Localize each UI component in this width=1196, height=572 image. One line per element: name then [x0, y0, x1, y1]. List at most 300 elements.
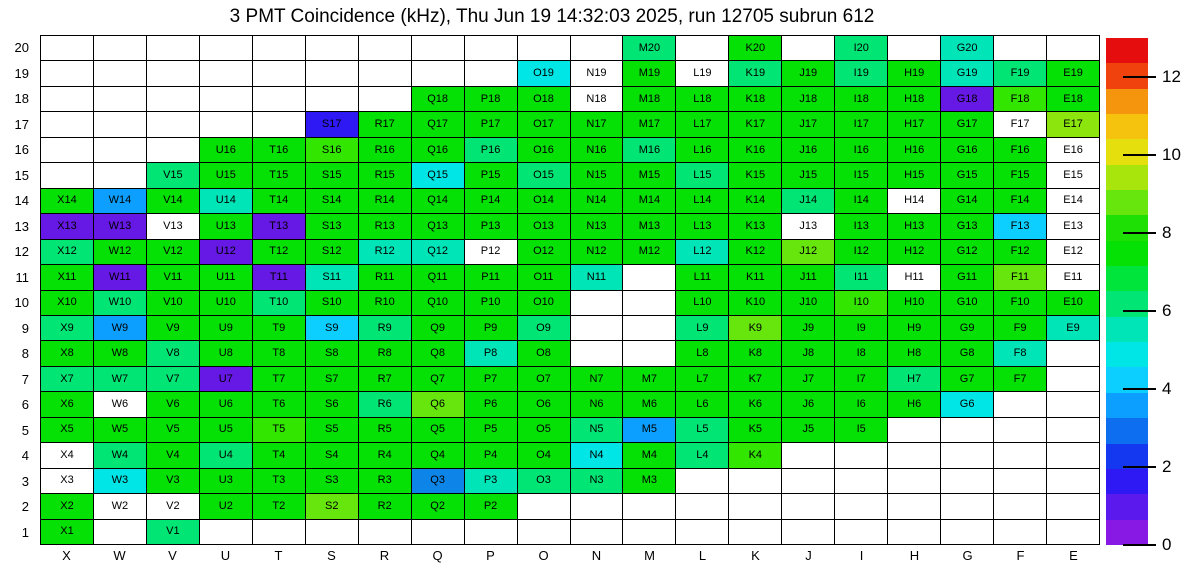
heatmap-cell: H6	[888, 392, 941, 417]
column-label: U	[220, 548, 231, 563]
heatmap-cell: H17	[888, 112, 941, 137]
colorbar-tick-label: 4	[1162, 379, 1172, 398]
x-axis-column-labels	[40, 548, 1100, 566]
heatmap-cell: J6	[782, 392, 835, 417]
heatmap-cell-empty	[306, 36, 359, 61]
colorbar-band	[1106, 317, 1148, 342]
heatmap-cell: U15	[200, 163, 253, 188]
heatmap-cell: G10	[941, 291, 994, 316]
heatmap-cell: U10	[200, 291, 253, 316]
heatmap-cell: Q6	[412, 392, 465, 417]
heatmap-cell: L5	[676, 418, 729, 443]
row-label: 17	[14, 116, 29, 132]
heatmap-cell: T16	[253, 138, 306, 163]
heatmap-cell: T5	[253, 418, 306, 443]
heatmap-cell: V8	[147, 341, 200, 366]
column-label: R	[379, 548, 390, 563]
heatmap-cell: L7	[676, 367, 729, 392]
heatmap-cell-empty	[465, 61, 518, 86]
row-label: 5	[21, 422, 29, 438]
heatmap-cell: G14	[941, 189, 994, 214]
heatmap-cell: O18	[518, 87, 571, 112]
column-label: G	[962, 548, 973, 563]
heatmap-cell-empty	[994, 443, 1047, 468]
heatmap-cell-empty	[888, 36, 941, 61]
heatmap-cell: R16	[359, 138, 412, 163]
heatmap-cell-empty	[412, 36, 465, 61]
heatmap-cell: K4	[729, 443, 782, 468]
heatmap-cell: E12	[1047, 240, 1100, 265]
heatmap-cell-empty	[782, 36, 835, 61]
heatmap-cell: F8	[994, 341, 1047, 366]
heatmap-cell-empty	[1047, 520, 1100, 545]
heatmap-cell: M14	[623, 189, 676, 214]
heatmap-cell-empty	[518, 520, 571, 545]
heatmap-cell: R12	[359, 240, 412, 265]
colorbar-band	[1106, 342, 1148, 367]
heatmap-cell: T7	[253, 367, 306, 392]
heatmap-cell: L4	[676, 443, 729, 468]
heatmap-cell: I10	[835, 291, 888, 316]
heatmap-cell: Q7	[412, 367, 465, 392]
heatmap-cell: L17	[676, 112, 729, 137]
heatmap-cell: J19	[782, 61, 835, 86]
heatmap-cell: R4	[359, 443, 412, 468]
column-label: M	[644, 548, 655, 563]
heatmap-cell: I14	[835, 189, 888, 214]
heatmap-cell: N11	[571, 265, 624, 290]
heatmap-cell-empty	[147, 61, 200, 86]
heatmap-cell: T4	[253, 443, 306, 468]
heatmap-cell: G8	[941, 341, 994, 366]
row-label: 12	[14, 244, 29, 260]
row-label: 8	[21, 346, 29, 362]
heatmap-cell: P6	[465, 392, 518, 417]
heatmap-cell-empty	[412, 61, 465, 86]
heatmap-cell: V9	[147, 316, 200, 341]
heatmap-cell: H7	[888, 367, 941, 392]
heatmap-cell: E11	[1047, 265, 1100, 290]
heatmap-cell-empty	[941, 494, 994, 519]
column-label: Q	[432, 548, 443, 563]
heatmap-cell: I8	[835, 341, 888, 366]
heatmap-cell: K9	[729, 316, 782, 341]
heatmap-cell: W5	[94, 418, 147, 443]
heatmap-cell: T6	[253, 392, 306, 417]
heatmap-cell: X13	[41, 214, 94, 239]
heatmap-cell: X12	[41, 240, 94, 265]
heatmap-cell: L18	[676, 87, 729, 112]
heatmap-cell: L9	[676, 316, 729, 341]
heatmap-cell: K14	[729, 189, 782, 214]
heatmap-cell-empty	[41, 61, 94, 86]
heatmap-cell: M5	[623, 418, 676, 443]
heatmap-cell-empty	[994, 520, 1047, 545]
colorbar-tick-label: 0	[1162, 535, 1172, 554]
heatmap-cell: G20	[941, 36, 994, 61]
column-label: H	[909, 548, 920, 563]
heatmap-cell: S7	[306, 367, 359, 392]
heatmap-cell: G15	[941, 163, 994, 188]
heatmap-cell: O4	[518, 443, 571, 468]
heatmap-cell: F12	[994, 240, 1047, 265]
column-label: J	[805, 548, 812, 563]
heatmap-cell-empty	[623, 341, 676, 366]
heatmap-cell-empty	[676, 494, 729, 519]
colorbar-tick-label: 8	[1162, 223, 1172, 242]
heatmap-cell-empty	[676, 36, 729, 61]
heatmap-cell: O16	[518, 138, 571, 163]
heatmap-cell: H16	[888, 138, 941, 163]
heatmap-cell: W11	[94, 265, 147, 290]
heatmap-cell: R13	[359, 214, 412, 239]
heatmap-cell: K12	[729, 240, 782, 265]
colorbar-band	[1106, 291, 1148, 316]
heatmap-cell: P4	[465, 443, 518, 468]
heatmap-cell-empty	[1047, 392, 1100, 417]
row-label: 11	[15, 269, 29, 285]
heatmap-cell-empty	[571, 291, 624, 316]
heatmap-cell: O6	[518, 392, 571, 417]
heatmap-cell-empty	[888, 520, 941, 545]
heatmap-cell-empty	[571, 520, 624, 545]
heatmap-cell-empty	[41, 163, 94, 188]
column-label: I	[859, 548, 864, 563]
heatmap-cell: E18	[1047, 87, 1100, 112]
heatmap-cell-empty	[782, 469, 835, 494]
heatmap-cell: L6	[676, 392, 729, 417]
column-label: F	[1016, 548, 1025, 563]
heatmap-cell: J8	[782, 341, 835, 366]
heatmap-cell-empty	[782, 520, 835, 545]
heatmap-cell: U14	[200, 189, 253, 214]
heatmap-cell-empty	[623, 265, 676, 290]
colorbar-band	[1106, 215, 1148, 240]
row-label: 19	[14, 65, 29, 81]
heatmap-cell: O7	[518, 367, 571, 392]
heatmap-cell-empty	[941, 520, 994, 545]
heatmap-cell: L16	[676, 138, 729, 163]
heatmap-cell: T12	[253, 240, 306, 265]
heatmap-cell-empty	[1047, 494, 1100, 519]
heatmap-cell-empty	[941, 469, 994, 494]
heatmap-cell: O8	[518, 341, 571, 366]
heatmap-cell-empty	[412, 520, 465, 545]
heatmap-cell-empty	[359, 61, 412, 86]
heatmap-cell: T15	[253, 163, 306, 188]
column-label: T	[274, 548, 283, 563]
heatmap-cell: M20	[623, 36, 676, 61]
colorbar-band	[1106, 165, 1148, 190]
heatmap-cell: W7	[94, 367, 147, 392]
heatmap-cell: H19	[888, 61, 941, 86]
heatmap-cell: S14	[306, 189, 359, 214]
heatmap-cell: S2	[306, 494, 359, 519]
heatmap-cell: G6	[941, 392, 994, 417]
heatmap-cell: F18	[994, 87, 1047, 112]
heatmap-cell: G16	[941, 138, 994, 163]
heatmap-cell-empty	[571, 316, 624, 341]
heatmap-cell: P7	[465, 367, 518, 392]
heatmap-cell: M17	[623, 112, 676, 137]
heatmap-cell: M13	[623, 214, 676, 239]
heatmap-cell: U8	[200, 341, 253, 366]
heatmap-cell: F9	[994, 316, 1047, 341]
heatmap-cell-empty	[941, 418, 994, 443]
colorbar-band	[1106, 367, 1148, 392]
heatmap-cell: G13	[941, 214, 994, 239]
heatmap-cell-empty	[94, 61, 147, 86]
heatmap-cell: O10	[518, 291, 571, 316]
heatmap-cell: W6	[94, 392, 147, 417]
chart-title: 3 PMT Coincidence (kHz), Thu Jun 19 14:32:03 2025, run 12705 subrun 612	[229, 6, 875, 27]
heatmap-cell: U16	[200, 138, 253, 163]
heatmap-cell: S9	[306, 316, 359, 341]
heatmap-cell: J15	[782, 163, 835, 188]
heatmap-cell-empty	[253, 112, 306, 137]
colorbar-band	[1106, 393, 1148, 418]
heatmap-cell-empty	[200, 61, 253, 86]
heatmap-cell: O5	[518, 418, 571, 443]
heatmap-cell: F13	[994, 214, 1047, 239]
colorbar-band	[1106, 89, 1148, 114]
heatmap-grid	[40, 35, 1100, 545]
heatmap-cell-empty	[200, 36, 253, 61]
heatmap-cell: X6	[41, 392, 94, 417]
heatmap-cell: M7	[623, 367, 676, 392]
heatmap-cell: T10	[253, 291, 306, 316]
heatmap-cell-empty	[518, 494, 571, 519]
heatmap-cell: K7	[729, 367, 782, 392]
heatmap-cell: R9	[359, 316, 412, 341]
heatmap-cell-empty	[994, 418, 1047, 443]
heatmap-cell: N7	[571, 367, 624, 392]
heatmap-cell-empty	[200, 520, 253, 545]
heatmap-cell-empty	[465, 520, 518, 545]
column-label: S	[327, 548, 336, 563]
y-axis-row-labels	[0, 35, 34, 545]
heatmap-cell: O12	[518, 240, 571, 265]
heatmap-cell-empty	[676, 520, 729, 545]
heatmap-cell: I6	[835, 392, 888, 417]
colorbar-band	[1106, 63, 1148, 88]
heatmap-cell: Q14	[412, 189, 465, 214]
heatmap-cell: V10	[147, 291, 200, 316]
heatmap-cell: M4	[623, 443, 676, 468]
heatmap-cell-empty	[306, 520, 359, 545]
heatmap-cell: S8	[306, 341, 359, 366]
heatmap-cell: N16	[571, 138, 624, 163]
heatmap-cell: R10	[359, 291, 412, 316]
heatmap-cell: E15	[1047, 163, 1100, 188]
heatmap-cell: J10	[782, 291, 835, 316]
heatmap-cell: L14	[676, 189, 729, 214]
heatmap-cell: P14	[465, 189, 518, 214]
column-label: W	[113, 548, 126, 563]
heatmap-cell-empty	[994, 392, 1047, 417]
heatmap-cell-empty	[306, 61, 359, 86]
heatmap-cell: P3	[465, 469, 518, 494]
heatmap-cell: V15	[147, 163, 200, 188]
heatmap-cell: U7	[200, 367, 253, 392]
heatmap-cell-empty	[571, 341, 624, 366]
heatmap-cell: K15	[729, 163, 782, 188]
heatmap-cell-empty	[94, 112, 147, 137]
heatmap-cell-empty	[253, 87, 306, 112]
heatmap-cell: H15	[888, 163, 941, 188]
heatmap-cell: L8	[676, 341, 729, 366]
column-label: K	[751, 548, 760, 563]
heatmap-cell-empty	[835, 494, 888, 519]
colorbar-band	[1106, 444, 1148, 469]
heatmap-cell-empty	[994, 469, 1047, 494]
heatmap-cell: J9	[782, 316, 835, 341]
row-label: 9	[21, 320, 29, 336]
heatmap-cell: N4	[571, 443, 624, 468]
heatmap-cell: W12	[94, 240, 147, 265]
heatmap-cell: K11	[729, 265, 782, 290]
heatmap-cell: U4	[200, 443, 253, 468]
heatmap-cell: R3	[359, 469, 412, 494]
row-label: 4	[21, 448, 29, 464]
heatmap-cell: X4	[41, 443, 94, 468]
heatmap-cell: X14	[41, 189, 94, 214]
heatmap-cell: F17	[994, 112, 1047, 137]
heatmap-cell: F10	[994, 291, 1047, 316]
row-label: 15	[14, 167, 29, 183]
heatmap-cell: L13	[676, 214, 729, 239]
heatmap-cell: T13	[253, 214, 306, 239]
colorbar-band	[1106, 494, 1148, 519]
heatmap-cell-empty	[1047, 36, 1100, 61]
heatmap-cell-empty	[782, 443, 835, 468]
heatmap-cell-empty	[1047, 469, 1100, 494]
heatmap-cell: H9	[888, 316, 941, 341]
heatmap-cell: Q16	[412, 138, 465, 163]
heatmap-cell: V14	[147, 189, 200, 214]
heatmap-cell: W8	[94, 341, 147, 366]
heatmap-cell: J16	[782, 138, 835, 163]
heatmap-cell: J12	[782, 240, 835, 265]
heatmap-cell-empty	[571, 494, 624, 519]
heatmap-cell: R11	[359, 265, 412, 290]
heatmap-cell-empty	[1047, 341, 1100, 366]
heatmap-cell: X7	[41, 367, 94, 392]
heatmap-cell: S6	[306, 392, 359, 417]
heatmap-cell: M15	[623, 163, 676, 188]
column-label: L	[698, 548, 707, 563]
heatmap-cell: I11	[835, 265, 888, 290]
heatmap-cell: I16	[835, 138, 888, 163]
heatmap-cell: V12	[147, 240, 200, 265]
heatmap-cell: Q4	[412, 443, 465, 468]
heatmap-cell-empty	[888, 418, 941, 443]
heatmap-cell-empty	[994, 494, 1047, 519]
column-label: O	[538, 548, 549, 563]
heatmap-cell: P13	[465, 214, 518, 239]
heatmap-cell-empty	[888, 443, 941, 468]
heatmap-cell: G12	[941, 240, 994, 265]
row-label: 2	[21, 499, 29, 515]
heatmap-cell: P17	[465, 112, 518, 137]
heatmap-cell: Q13	[412, 214, 465, 239]
heatmap-cell-empty	[782, 494, 835, 519]
heatmap-cell: T3	[253, 469, 306, 494]
heatmap-cell: K20	[729, 36, 782, 61]
heatmap-cell: I18	[835, 87, 888, 112]
heatmap-cell: J14	[782, 189, 835, 214]
heatmap-cell: S5	[306, 418, 359, 443]
heatmap-cell-empty	[359, 520, 412, 545]
heatmap-cell: W2	[94, 494, 147, 519]
heatmap-cell: U9	[200, 316, 253, 341]
heatmap-cell-empty	[623, 291, 676, 316]
colorbar-band	[1106, 38, 1148, 63]
heatmap-cell-empty	[253, 36, 306, 61]
heatmap-cell: K13	[729, 214, 782, 239]
heatmap-cell: V3	[147, 469, 200, 494]
heatmap-cell: E13	[1047, 214, 1100, 239]
heatmap-cell: N17	[571, 112, 624, 137]
heatmap-cell: I19	[835, 61, 888, 86]
heatmap-cell: J5	[782, 418, 835, 443]
column-label: N	[591, 548, 602, 563]
heatmap-cell-empty	[835, 469, 888, 494]
heatmap-cell: V4	[147, 443, 200, 468]
heatmap-cell: Q3	[412, 469, 465, 494]
column-label: P	[486, 548, 495, 563]
heatmap-cell-empty	[676, 469, 729, 494]
heatmap-cell: M19	[623, 61, 676, 86]
heatmap-cell: P18	[465, 87, 518, 112]
heatmap-cell: O13	[518, 214, 571, 239]
heatmap-cell: K16	[729, 138, 782, 163]
heatmap-cell: V13	[147, 214, 200, 239]
heatmap-cell: E16	[1047, 138, 1100, 163]
heatmap-cell: I17	[835, 112, 888, 137]
heatmap-cell: I15	[835, 163, 888, 188]
heatmap-cell-empty	[253, 61, 306, 86]
heatmap-cell: K8	[729, 341, 782, 366]
heatmap-cell-empty	[518, 36, 571, 61]
heatmap-cell: Q12	[412, 240, 465, 265]
colorbar	[1106, 38, 1148, 545]
heatmap-cell: N14	[571, 189, 624, 214]
heatmap-cell-empty	[1047, 367, 1100, 392]
column-label: E	[1069, 548, 1078, 563]
heatmap-cell: I7	[835, 367, 888, 392]
heatmap-cell: S13	[306, 214, 359, 239]
heatmap-cell: R6	[359, 392, 412, 417]
heatmap-cell: Q8	[412, 341, 465, 366]
heatmap-cell: O3	[518, 469, 571, 494]
heatmap-cell: V2	[147, 494, 200, 519]
row-label: 20	[14, 40, 29, 56]
heatmap-cell: O15	[518, 163, 571, 188]
heatmap-cell-empty	[200, 87, 253, 112]
heatmap-cell: M12	[623, 240, 676, 265]
colorbar-tick-label: 2	[1162, 457, 1172, 476]
heatmap-cell: V5	[147, 418, 200, 443]
heatmap-cell: K10	[729, 291, 782, 316]
heatmap-cell: X9	[41, 316, 94, 341]
heatmap-cell: V11	[147, 265, 200, 290]
heatmap-cell: G7	[941, 367, 994, 392]
colorbar-band	[1106, 520, 1148, 545]
heatmap-cell-empty	[147, 36, 200, 61]
heatmap-cell-empty	[41, 87, 94, 112]
heatmap-cell-empty	[359, 36, 412, 61]
